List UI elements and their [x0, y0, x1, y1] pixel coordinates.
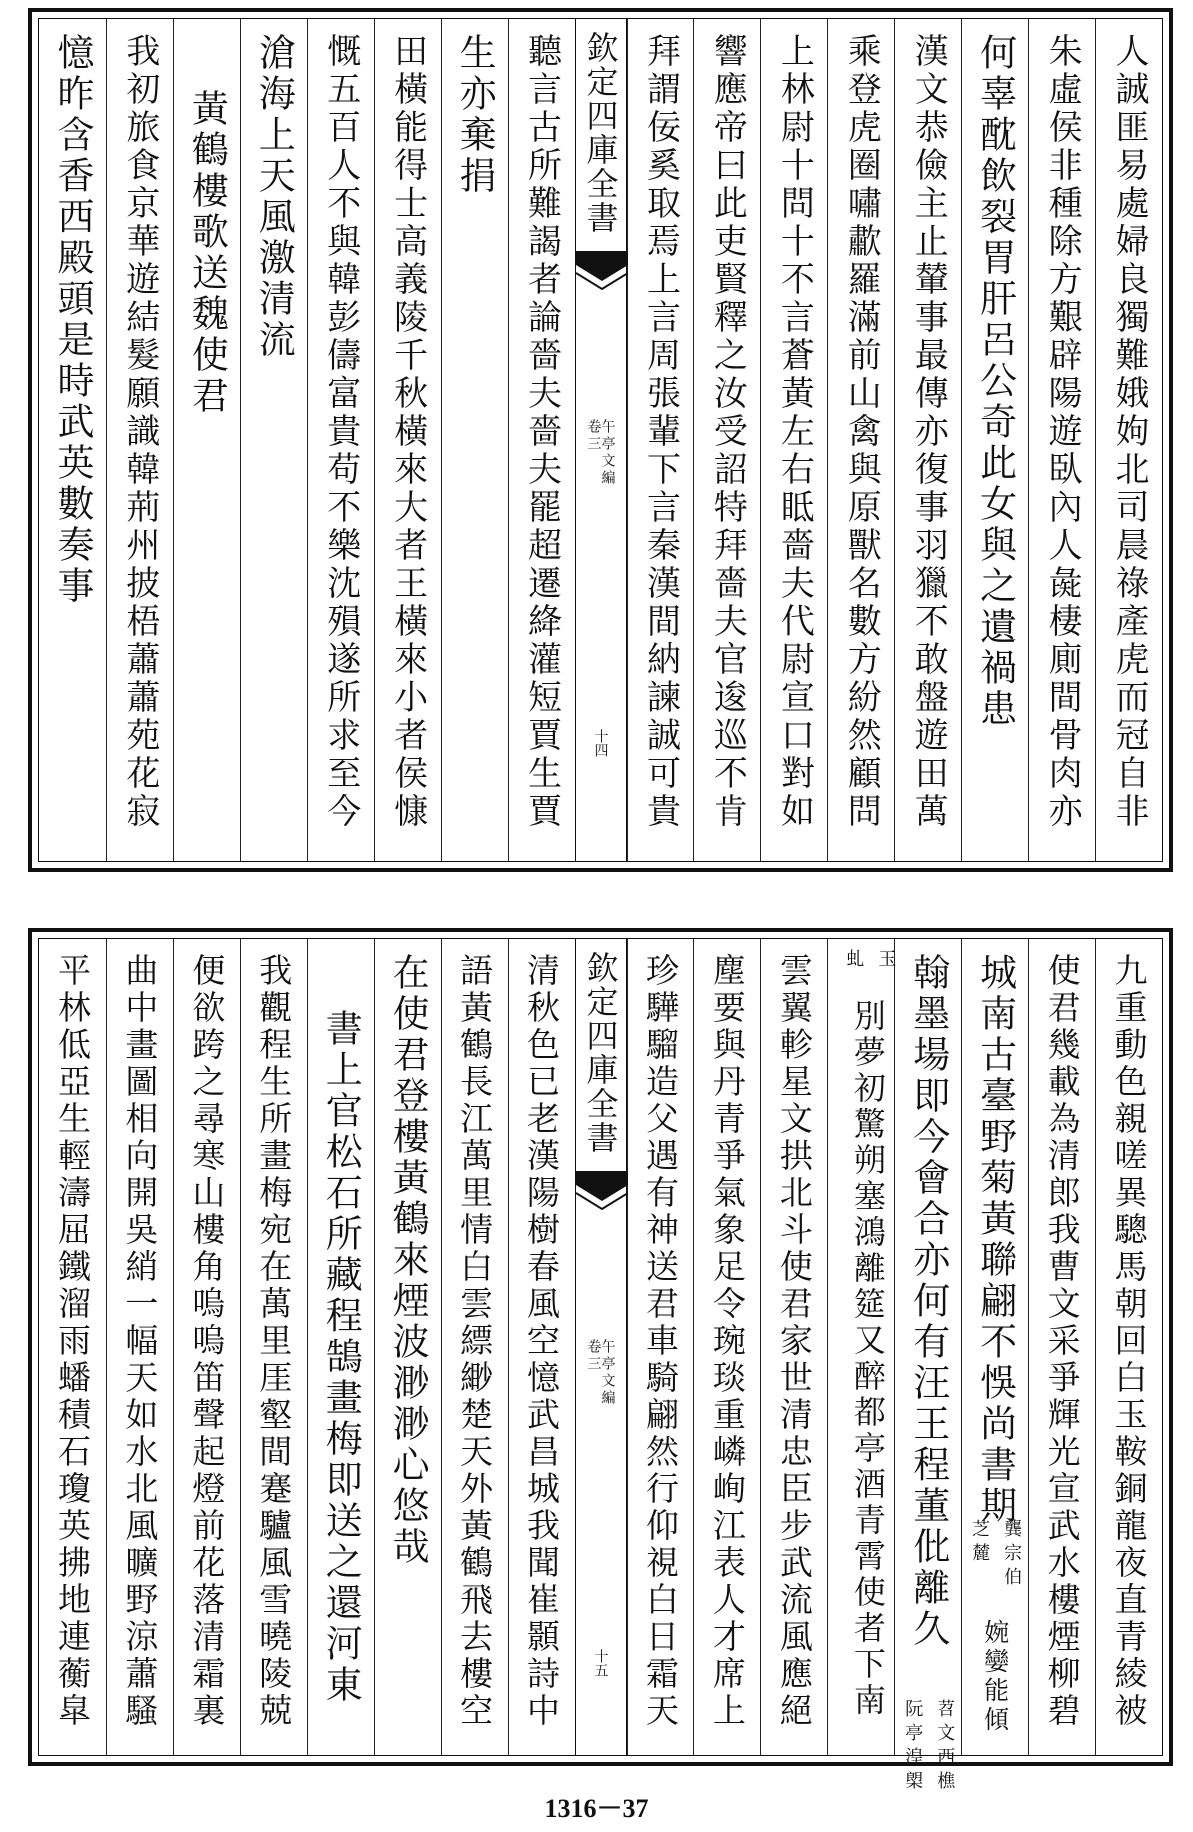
column-text: 別夢初驚朔塞鴻離筵又醉都亭酒青霄使者下南: [848, 999, 887, 1719]
annotation-note: [899, 1699, 957, 1795]
column-text: 何辜酖飲裂胃肝呂公奇此女與之遺禍患: [973, 33, 1017, 730]
text-column: [961, 939, 1028, 1755]
fishtail-mark: [576, 1171, 628, 1211]
annotation-note: [966, 1519, 1024, 1591]
text-column: [693, 939, 760, 1755]
column-text: 翰墨場即今會合亦何有汪王程董仳離久: [906, 953, 950, 1650]
text-column: [441, 939, 508, 1755]
column-text: 上林尉十問十不言蒼黃左右眡嗇夫代尉宣口對如: [774, 33, 815, 831]
text-column: [961, 19, 1028, 861]
column-text: 人誠匪易處婦良獨難娥姁北司晨祿產虎而冠自非: [1109, 33, 1150, 831]
text-column: [1028, 939, 1095, 1755]
column-text: 我觀程生所畫梅宛在萬里厓壑間蹇驢風雪曉陵兢: [254, 953, 294, 1730]
text-column: [1095, 19, 1162, 861]
volume-label: 卷三: [585, 419, 602, 453]
column-text: 雲翼軫星文拱北斗使君家世清忠臣步武流風應絕: [774, 953, 814, 1730]
column-text: 曲中畫圖相向開吳綃一幅天如水北風曠野涼蕭騷: [120, 953, 160, 1730]
text-column: [374, 939, 441, 1755]
column-text-tail: 婉孌能傾: [980, 1619, 1010, 1735]
text-column: [894, 939, 961, 1795]
text-column: [1095, 939, 1162, 1755]
text-column: [307, 939, 374, 1755]
column-text: 響應帝曰此吏賢釋之汝受詔特拜嗇夫官逡巡不肯: [707, 33, 748, 831]
collection-name: 午亭文編: [599, 1339, 616, 1407]
text-column: [106, 19, 173, 861]
column-text: 朱虛侯非種除方艱辟陽遊臥內人彘棲廁間骨肉亦: [1042, 33, 1083, 831]
text-column: [1028, 19, 1095, 861]
text-column: [760, 939, 827, 1755]
column-text: 滄海上天風激清流: [252, 33, 296, 361]
column-text: 我初旅食京華遊結髮願識韓荊州披梧蕭蕭苑花寂: [119, 33, 160, 831]
column-text: 慨五百人不與韓彭儔富貴苟不樂沈殞遂所求至今: [320, 33, 361, 831]
column-text: 拜謂佞奚取焉上言周張輩下言秦漢間納諫誠可貴: [640, 33, 681, 831]
fishtail-mark: [576, 251, 628, 291]
text-column: [374, 19, 441, 861]
column-text: 清秋色已老漢陽樹春風空憶武昌城我聞崔顥詩中: [522, 953, 562, 1730]
annotation-line: 苕文西樵: [934, 1699, 956, 1795]
text-column: [173, 19, 240, 861]
column-text: 憶昨含香西殿頭是時武英數奏事: [50, 33, 94, 607]
annotation-note: [840, 949, 898, 973]
text-column: [441, 19, 508, 861]
column-text: 聽言古所難謁者論嗇夫嗇夫罷超遷絳灌短賈生賈: [521, 33, 562, 831]
text-column: [39, 19, 106, 861]
text-column: [627, 19, 694, 861]
annotation-line: 芝麓: [969, 1519, 991, 1567]
top-page: [28, 8, 1173, 872]
annotation-line: 龔宗伯: [1001, 1519, 1023, 1591]
poem-title: 書上官松石所藏程鵠畫梅即送之還河東: [319, 1009, 363, 1706]
center-band: [575, 939, 627, 1755]
volume-label: 卷三: [585, 1339, 602, 1373]
text-column: [827, 19, 894, 861]
collection-name: 午亭文編: [599, 419, 616, 487]
column-text: 在使君登樓黃鶴來煙波渺渺心悠哉: [386, 953, 430, 1568]
text-column: [760, 19, 827, 861]
column-text: 漢文恭儉主止輦事最傳亦復事羽獵不敢盤遊田萬: [908, 33, 949, 831]
column-text: 九重動色親嗟異驄馬朝回白玉鞍銅龍夜直青綾被: [1109, 953, 1149, 1730]
book-title: 欽定四庫全書: [581, 951, 620, 1155]
column-text: 乘登虎圈嘯歗羅滿前山禽與原獸名數方紛然顧問: [841, 33, 882, 831]
text-column: [827, 939, 897, 1755]
annotation-line: 虬: [843, 949, 865, 973]
column-text: 城南古臺野菊黃聯翩不悞尚書期: [973, 953, 1017, 1527]
column-text: 生亦棄捐: [453, 33, 497, 197]
column-text: 田橫能得士高義陵千秋橫來大者王橫來小者侯慷: [387, 33, 428, 831]
text-column: [508, 939, 575, 1755]
column-text: 珍驊騮造父遇有神送君車騎翩然行仰視白日霜天: [640, 953, 680, 1730]
text-column: [173, 939, 240, 1755]
bottom-page-frame: [38, 938, 1163, 1795]
column-text: 語黃鶴長江萬里情白雲縹緲楚天外黃鶴飛去樓空: [455, 953, 495, 1730]
text-column: [627, 939, 694, 1755]
text-column: [106, 939, 173, 1755]
column-text: 便欲跨之尋寒山樓角嗚嗚笛聲起燈前花落清霜裏: [187, 953, 227, 1730]
text-column: [894, 19, 961, 861]
column-text: 塵要與丹青爭氣象足令琬琰重嶙峋江表人才席上: [707, 953, 747, 1730]
annotation-line: 玉: [875, 949, 897, 973]
folio-number: 十五: [592, 1649, 609, 1677]
text-column: [508, 19, 575, 861]
book-title: 欽定四庫全書: [581, 31, 620, 235]
text-column: [240, 939, 307, 1755]
annotation-line: 阮亭湟㮾: [902, 1699, 924, 1795]
column-text: 平林低亞生輕濤屈鐵溜雨蟠積石瓊英拂地連蘅皐: [52, 953, 92, 1730]
page-number: 1316－37: [544, 1794, 649, 1823]
bottom-page: [28, 928, 1173, 1795]
folio-number: 十四: [592, 729, 609, 757]
top-page-frame: [38, 18, 1163, 862]
center-band: [575, 19, 627, 861]
text-column: [307, 19, 374, 861]
text-column: [39, 939, 106, 1755]
text-column: [693, 19, 760, 861]
column-text: 使君幾載為清郎我曹文采爭輝光宣武水樓煙柳碧: [1042, 953, 1082, 1730]
text-column: [240, 19, 307, 861]
poem-title: 黃鶴樓歌送魏使君: [185, 89, 229, 417]
